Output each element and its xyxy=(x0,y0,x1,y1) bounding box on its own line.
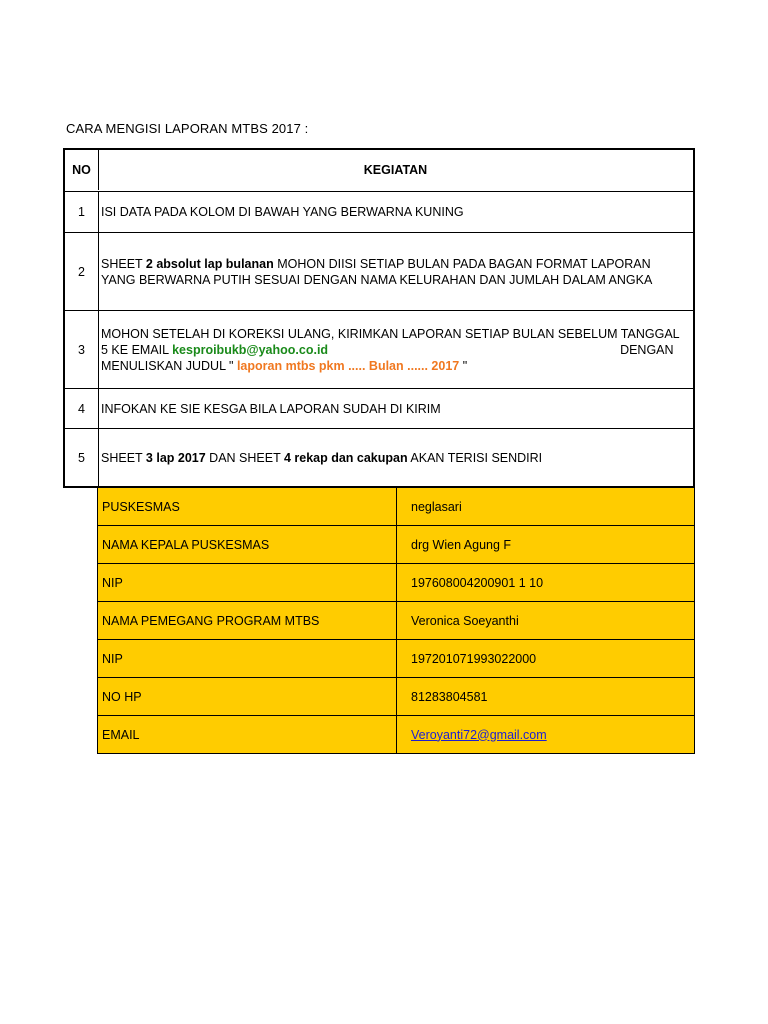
row-text-part: DENGAN MENULISKAN JUDUL " xyxy=(101,342,674,373)
table-row xyxy=(98,602,695,640)
table-row xyxy=(98,526,695,564)
table-row xyxy=(98,678,695,716)
page-title: CARA MENGISI LAPORAN MTBS 2017 : xyxy=(66,121,309,136)
row-number: 1 xyxy=(65,192,99,232)
field-value xyxy=(397,716,695,754)
table-row xyxy=(65,310,693,388)
table-row xyxy=(98,564,695,602)
field-value[interactable]: 81283804581 xyxy=(397,678,695,716)
row-number: 3 xyxy=(65,311,99,388)
email-address: kesproibukb@yahoo.co.id xyxy=(172,342,329,357)
field-value[interactable]: drg Wien Agung F xyxy=(397,526,695,564)
field-label: NAMA KEPALA PUSKESMAS xyxy=(98,526,397,564)
row-text-part: MOHON SETELAH DI KOREKSI ULANG, KIRIMKAN LAPORAN SETIAP BULAN SEBELUM TANGGAL 5 KE EMAIL xyxy=(101,326,680,357)
row-text-part: AKAN TERISI SENDIRI xyxy=(407,451,543,465)
row-text-part: DAN SHEET xyxy=(205,451,284,465)
field-label: NIP xyxy=(98,564,397,602)
row-text-part: SHEET xyxy=(101,451,146,465)
sheet-name: 3 lap 2017 xyxy=(145,451,206,465)
field-label: PUSKESMAS xyxy=(98,488,397,526)
report-title-format: laporan mtbs pkm ..... Bulan ...... 2017 xyxy=(236,358,460,373)
info-table xyxy=(97,487,695,754)
table-row xyxy=(98,716,695,754)
row-text xyxy=(101,429,687,487)
row-text-part: SHEET xyxy=(101,256,146,271)
field-value[interactable]: Veronica Soeyanthi xyxy=(397,602,695,640)
table-row xyxy=(65,388,693,428)
table-row xyxy=(98,488,695,526)
table-header-row xyxy=(65,150,693,190)
field-label: EMAIL xyxy=(98,716,397,754)
field-value[interactable]: neglasari xyxy=(397,488,695,526)
header-no: NO xyxy=(65,150,99,190)
row-text xyxy=(101,233,687,310)
row-text: INFOKAN KE SIE KESGA BILA LAPORAN SUDAH DI KIRIM xyxy=(101,401,441,416)
sheet-name: 2 absolut lap bulanan xyxy=(145,256,274,271)
field-label: NIP xyxy=(98,640,397,678)
field-value[interactable]: 197608004200901 1 10 xyxy=(397,564,695,602)
table-row xyxy=(98,640,695,678)
field-value[interactable]: 197201071993022000 xyxy=(397,640,695,678)
row-number: 5 xyxy=(65,429,99,487)
row-text: ISI DATA PADA KOLOM DI BAWAH YANG BERWARNA KUNING xyxy=(101,205,464,219)
row-text-part: MOHON DIISI SETIAP BULAN PADA BAGAN FORMAT LAPORAN YANG BERWARNA PUTIH SESUAI DENGAN NAMA KELURAHAN DAN JUMLAH DALAM ANGKA xyxy=(101,256,653,287)
table-row xyxy=(65,232,693,310)
table-row xyxy=(65,428,693,487)
header-kegiatan: KEGIATAN xyxy=(363,163,428,177)
row-number: 2 xyxy=(65,233,99,310)
sheet-name: 4 rekap dan cakupan xyxy=(283,451,408,465)
email-link[interactable]: Veroyanti72@gmail.com xyxy=(411,727,547,742)
field-label: NO HP xyxy=(98,678,397,716)
row-text xyxy=(101,311,687,388)
row-number: 4 xyxy=(65,389,99,428)
field-label: NAMA PEMEGANG PROGRAM MTBS xyxy=(98,602,397,640)
row-text-part: " xyxy=(459,358,468,373)
table-row xyxy=(65,191,693,232)
instructions-table xyxy=(63,148,695,488)
